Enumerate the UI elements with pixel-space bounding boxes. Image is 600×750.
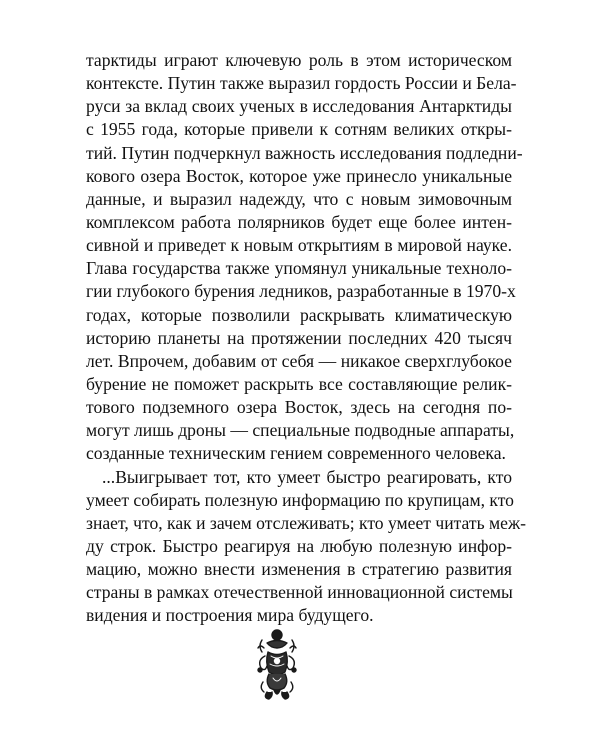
text-line: видения и построения мира будущего. [86, 605, 374, 626]
text-line: гии глубокого бурения ледников, разработанные в 1970-х [86, 281, 516, 302]
text-line: знает, что, как и зачем отслеживать; кто умеет читать меж- [86, 512, 526, 533]
text-line: тового подземного озера Восток, здесь на сегодня по- [86, 397, 512, 418]
paragraph-1 [86, 49, 523, 466]
text-line: комплексом работа полярников будет еще более интен- [86, 211, 512, 232]
text-line: ...Выигрывает тот, кто умеет быстро реагировать, кто [102, 466, 512, 487]
decorative-vignette-icon [253, 626, 301, 702]
text-line: годах, которые позволили раскрывать климатическую [86, 304, 512, 325]
text-line: кового озера Восток, которое уже принесло уникальные [86, 165, 512, 186]
text-line: руси за вклад своих ученых в исследования Антарктиды [86, 96, 512, 117]
text-line: данные, и выразил надежду, что с новым зимовочным [86, 188, 512, 209]
text-line: мацию, можно внести изменения в стратегию развития [86, 559, 512, 580]
text-line: сивной и приведет к новым открытиям в мировой науке. [86, 235, 512, 256]
text-line: лет. Впрочем, добавим от себя — никакое сверхглубокое [86, 350, 512, 371]
paragraph-2 [86, 466, 526, 628]
text-line: бурение не поможет раскрыть все составляющие релик- [86, 373, 512, 394]
text-line: контексте. Путин также выразил гордость России и Бела- [86, 73, 517, 94]
text-line: могут лишь дроны — специальные подводные аппараты, [86, 420, 515, 441]
body-text [86, 49, 526, 628]
text-line: ду строк. Быстро реагируя на любую полезную инфор- [86, 535, 512, 556]
text-line: с 1955 года, которые привели к сотням великих откры- [86, 119, 512, 140]
text-line: тий. Путин подчеркнул важность исследования подледни- [86, 142, 523, 163]
text-line: созданные техническим гением современного человека. [86, 443, 506, 464]
text-line: страны в рамках отечественной инновационной системы [86, 582, 513, 603]
text-line: Глава государства также упомянул уникальные техноло- [86, 258, 512, 279]
text-line: тарктиды играют ключевую роль в этом историческом [86, 50, 512, 70]
text-line: историю планеты на протяжении последних 420 тысяч [86, 327, 512, 348]
text-line: умеет собирать полезную информацию по крупицам, кто [86, 489, 514, 510]
